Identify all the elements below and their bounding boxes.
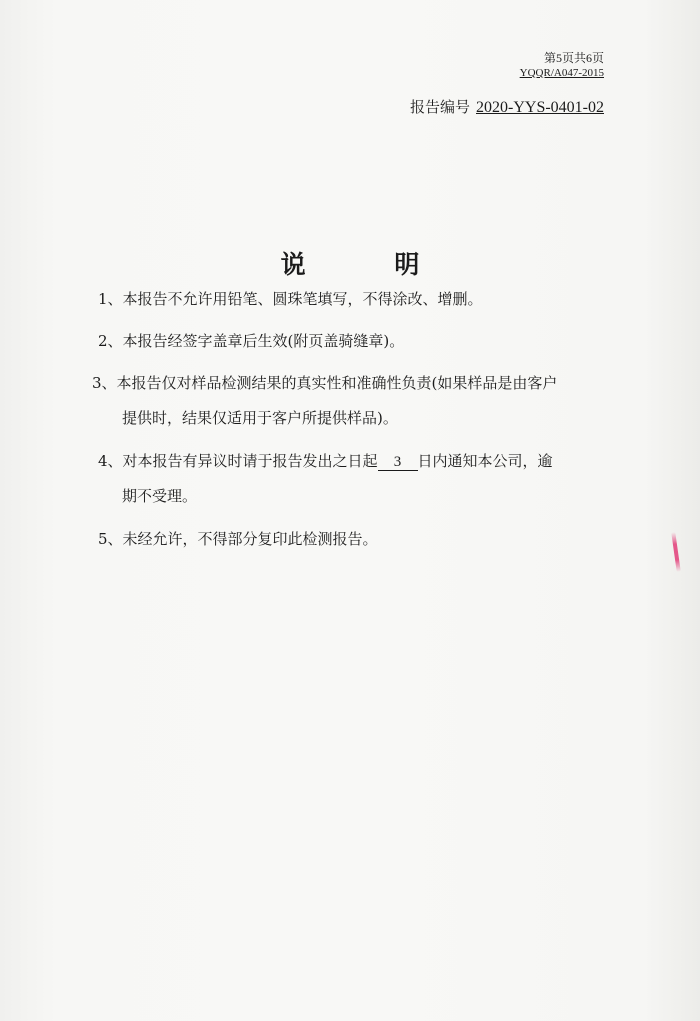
note-4-line-2: 期不受理。 [122, 487, 198, 505]
note-2: 2、本报告经签字盖章后生效(附页盖骑缝章)。 [98, 332, 405, 350]
report-number-value: 2020-YYS-0401-02 [476, 99, 604, 116]
note-3-line-1: 3、本报告仅对样品检测结果的真实性和准确性负责(如果样品是由客户 [92, 374, 558, 392]
report-number-label: 报告编号 [409, 98, 470, 116]
page-title: 说 明 [280, 250, 460, 279]
report-number [410, 98, 604, 117]
seal-edge-mark [671, 532, 681, 572]
note-4-text-after: 日内通知本公司，逾 [417, 452, 553, 470]
form-code: YQQR/A047-2015 [519, 67, 604, 79]
page-count: 第5页共6页 [543, 51, 604, 65]
note-3-line-2: 提供时，结果仅适用于客户所提供样品)。 [122, 409, 398, 427]
note-4-text-before: 4、对本报告有异议时请于报告发出之日起 [98, 452, 378, 470]
note-1: 1、本报告不允许用铅笔、圆珠笔填写，不得涂改、增删。 [98, 290, 483, 308]
note-4-days-value: 3 [378, 455, 418, 471]
note-5: 5、未经允许，不得部分复印此检测报告。 [98, 530, 378, 548]
note-4-line-1 [98, 452, 553, 471]
